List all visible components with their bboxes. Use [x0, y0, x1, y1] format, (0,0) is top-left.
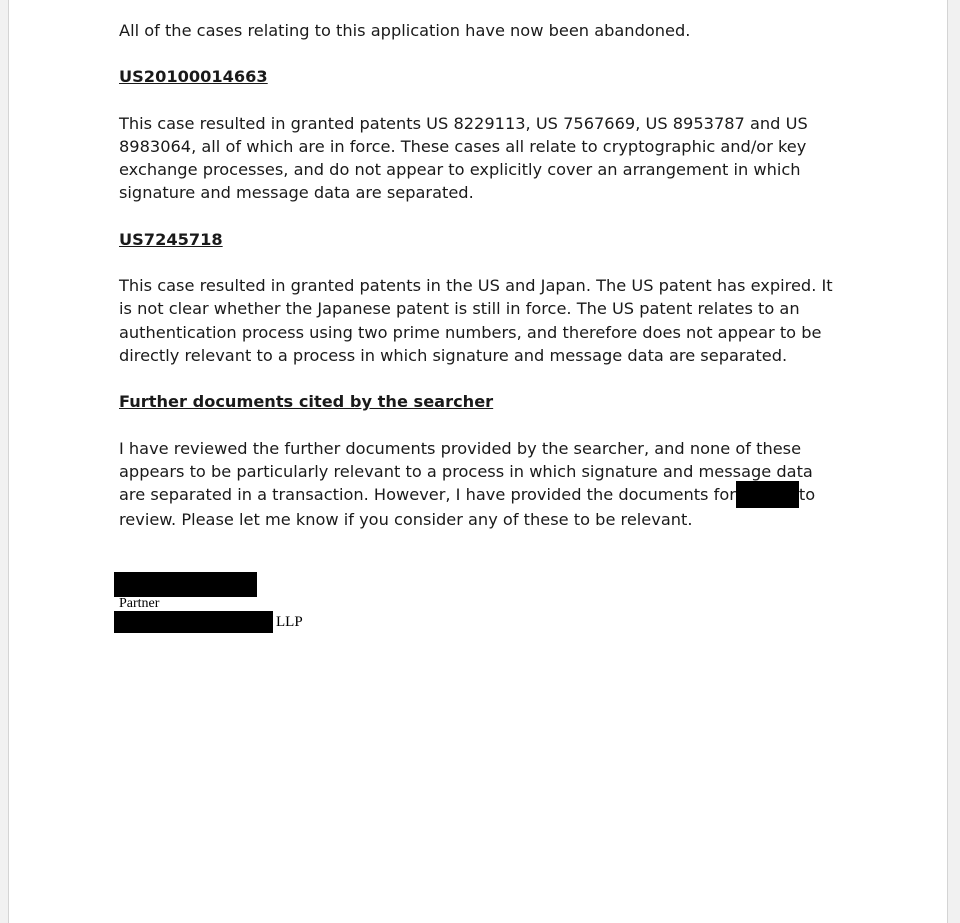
intro-paragraph: All of the cases relating to this application have now been abandoned. — [119, 21, 691, 40]
section-heading-further-documents: Further documents cited by the searcher — [119, 392, 494, 412]
signature-block — [114, 572, 303, 633]
redaction-block-signatory-name — [114, 572, 257, 597]
further-documents-text-start: I have reviewed the further documents provided by the searcher, and none of these appears to be particularly relevant to a process in which signature and message data are separated in a transaction. However, I have provided the documents for — [119, 438, 813, 504]
firm-name-row — [114, 611, 303, 633]
further-documents-text-end: to review. Please let me know if you consider any of these to be relevant. — [119, 484, 816, 529]
document-page — [8, 0, 948, 923]
section-body-us7245718: This case resulted in granted patents in the US and Japan. The US patent has expired. It is not clear whether the Japanese patent is still in force. The US patent relates to an authentication process using two prime numbers, and therefore does not appear to be directly relevant to a process in which signature and message data are separated. — [119, 276, 833, 365]
signatory-title: Partner — [119, 596, 160, 611]
firm-suffix: LLP — [276, 613, 303, 630]
redaction-block-inline — [736, 481, 799, 508]
section-body-further-documents — [119, 437, 844, 532]
section-heading-us20100014663: US20100014663 — [119, 67, 268, 87]
document-body — [119, 19, 844, 554]
section-body-us20100014663: This case resulted in granted patents US 8229113, US 7567669, US 8953787 and US 8983064, all of which are in force. These cases all relate to cryptographic and/or key exchange processes, and do not appear to explicitly cover an arrangement in which signature and message data are separated. — [119, 113, 808, 203]
section-heading-us7245718: US7245718 — [119, 229, 223, 249]
redaction-block-firm-name — [114, 611, 273, 633]
